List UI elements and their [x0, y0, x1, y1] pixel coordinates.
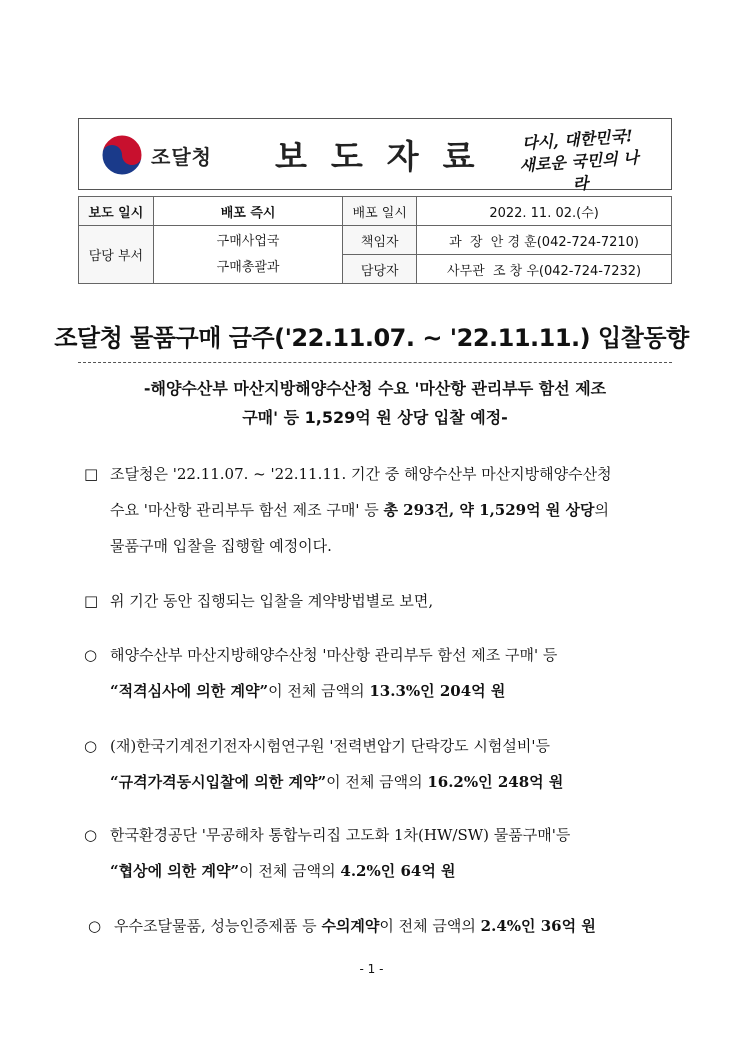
slogan-line-2: 새로운 국민의 나라 — [518, 147, 640, 194]
paragraph-4 — [84, 728, 676, 800]
p5-contract-type: “협상에 의한 계약” — [110, 862, 240, 880]
p1-line-2-text: 수요 '마산항 관리부두 함선 제조 구매' 등 — [110, 501, 384, 519]
p5-amount: 4.2%인 64억 원 — [340, 862, 456, 880]
responsible-label: 책임자 — [343, 226, 417, 255]
headline: 조달청 물품구매 금주('22.11.07. ~ '22.11.11.) 입찰동향 — [54, 324, 689, 352]
release-label: 보도 일시 — [79, 197, 154, 226]
p3-line-2 — [84, 673, 676, 709]
p6-amount: 2.4%인 36억 원 — [480, 917, 596, 935]
p6-text: 우수조달물품, 성능인증제품 등 — [114, 917, 322, 935]
release-info-table — [78, 196, 672, 284]
paragraph-3 — [84, 637, 676, 709]
circle-bullet-icon: ○ — [84, 737, 98, 755]
dept-value — [153, 226, 343, 284]
p4-line-1: (재)한국기계전기전자시험연구원 '전력변압기 단락강도 시험설비'등 — [110, 737, 550, 755]
p5-line-1: 한국환경공단 '무공해차 통합누리집 고도화 1차(HW/SW) 물품구매'등 — [110, 826, 571, 844]
dept-line-1: 구매사업국 — [216, 233, 280, 249]
p6-contract-type: 수의계약 — [321, 917, 380, 935]
checkbox-bullet-icon: □ — [84, 465, 99, 483]
checkbox-bullet-icon: □ — [84, 592, 99, 610]
staff-label: 담당자 — [343, 255, 417, 284]
circle-bullet-icon: ○ — [84, 646, 98, 664]
p3-mid: 이 전체 금액의 — [268, 682, 370, 700]
subheadline-line-2: 구매' 등 1,529억 원 상당 입찰 예정- — [242, 408, 508, 427]
agency-logo — [99, 131, 239, 179]
circle-bullet-icon: ○ — [84, 826, 98, 844]
staff-value: 사무관 조 창 우(042-724-7232) — [417, 255, 672, 284]
paragraph-1 — [84, 456, 676, 564]
p3-amount: 13.3%인 204억 원 — [369, 682, 506, 700]
p6-mid: 이 전체 금액의 — [379, 917, 481, 935]
p1-line-2-end: 의 — [594, 501, 610, 519]
p1-total-amount: 총 293건, 약 1,529억 원 상당 — [383, 501, 595, 519]
page-number: - 1 - — [359, 962, 384, 976]
responsible-value: 과 장 안 경 훈(042-724-7210) — [417, 226, 672, 255]
dept-label: 담당 부서 — [79, 226, 154, 284]
paragraph-6 — [88, 908, 680, 944]
p4-contract-type: “규격가격동시입찰에 의한 계약” — [110, 773, 327, 791]
p4-amount: 16.2%인 248억 원 — [427, 773, 564, 791]
slogan — [511, 124, 647, 199]
agency-name: 조달청 — [151, 144, 212, 169]
release-value: 배포 즉시 — [153, 197, 343, 226]
p4-mid: 이 전체 금액의 — [326, 773, 428, 791]
paragraph-5 — [84, 817, 676, 889]
document-title: 보도자료 — [275, 137, 499, 176]
distribute-label: 배포 일시 — [343, 197, 417, 226]
paragraph-2 — [84, 583, 676, 619]
p3-line-1: 해양수산부 마산지방해양수산청 '마산항 관리부두 함선 제조 구매' 등 — [110, 646, 558, 664]
taegeuk-emblem-icon — [99, 132, 145, 178]
subheadline-line-1: -해양수산부 마산지방해양수산청 수요 '마산항 관리부두 함선 제조 — [143, 379, 607, 398]
p5-mid: 이 전체 금액의 — [239, 862, 341, 880]
p3-contract-type: “적격심사에 의한 계약” — [110, 682, 269, 700]
p5-line-2 — [84, 853, 676, 889]
slogan-line-1: 다시, 대한민국! — [521, 126, 634, 153]
circle-bullet-icon: ○ — [88, 917, 102, 935]
p1-line-3: 물품구매 입찰을 집행할 예정이다. — [110, 537, 332, 555]
p1-line-1: 조달청은 '22.11.07. ~ '22.11.11. 기간 중 해양수산부 마산지방해양수산청 — [110, 465, 612, 483]
p1-line-2 — [84, 492, 676, 528]
distribute-value: 2022. 11. 02.(수) — [417, 197, 672, 226]
dept-line-2: 구매총괄과 — [216, 259, 280, 275]
p2-text: 위 기간 동안 집행되는 입찰을 계약방법별로 보면, — [110, 592, 434, 610]
p4-line-2 — [84, 764, 676, 800]
divider — [78, 362, 672, 363]
subheadline — [78, 374, 672, 432]
press-release-header — [78, 118, 672, 194]
